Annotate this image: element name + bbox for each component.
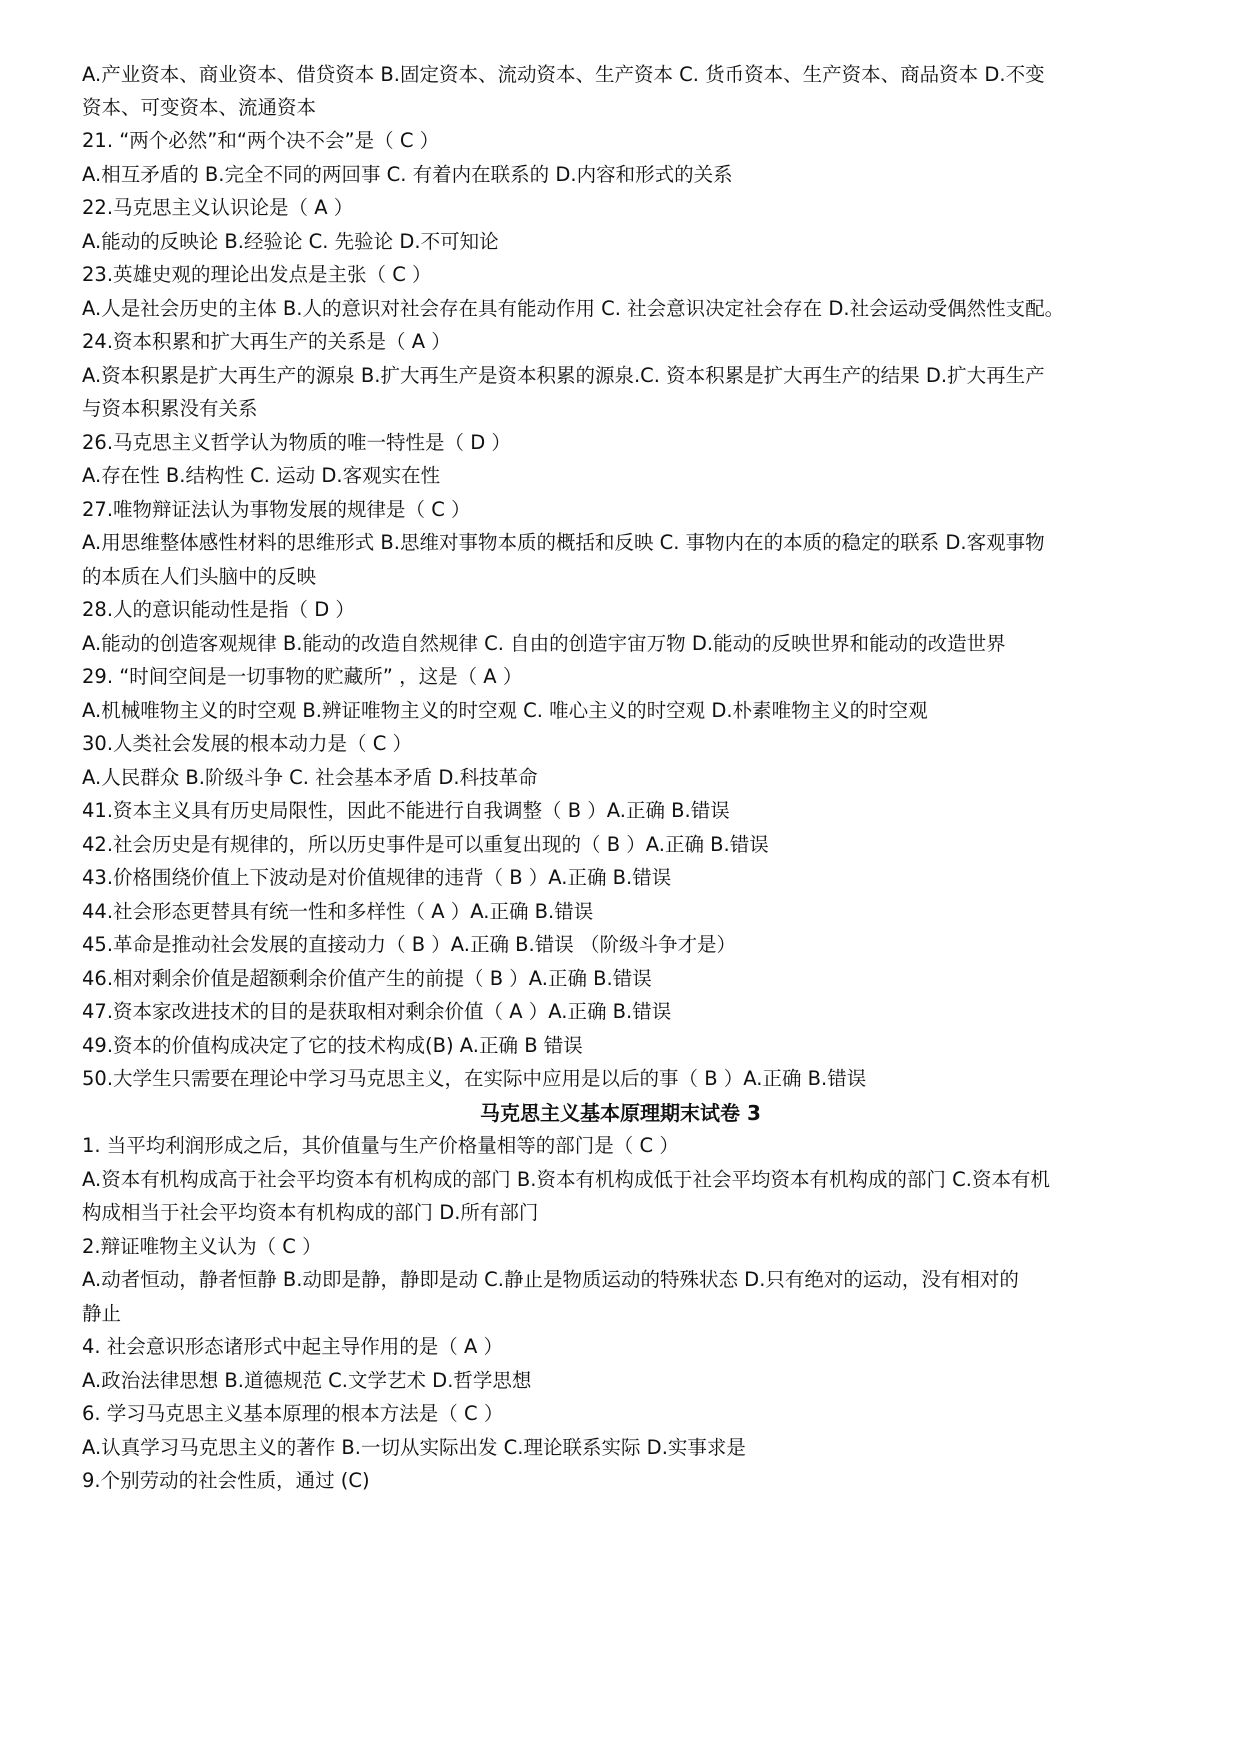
section-title: 马克思主义基本原理期末试卷 3	[480, 1101, 761, 1125]
question-30: 30.人类社会发展的根本动力是（ C ）	[82, 732, 413, 755]
question-1: 1. 当平均利润形成之后，其价值量与生产价格量相等的部门是（ C ）	[82, 1134, 679, 1157]
question-45: 45.革命是推动社会发展的直接动力（ B ）A.正确 B.错误 （阶级斗争才是）	[82, 933, 736, 956]
options-4: A.政治法律思想 B.道德规范 C.文学艺术 D.哲学思想	[82, 1369, 532, 1392]
question-50: 50.大学生只需要在理论中学习马克思主义，在实际中应用是以后的事（ B ）A.正确 B.错误	[82, 1067, 867, 1090]
options-27: A.用思维整体感性材料的思维形式 B.思维对事物本质的概括和反映 C. 事物内在的本质的稳定的联系 D.客观事物	[82, 531, 1045, 554]
question-47: 47.资本家改进技术的目的是获取相对剩余价值（ A ）A.正确 B.错误	[82, 1000, 672, 1023]
question-41: 41.资本主义具有历史局限性，因此不能进行自我调整（ B ）A.正确 B.错误	[82, 799, 730, 822]
options-21: A.相互矛盾的 B.完全不同的两回事 C. 有着内在联系的 D.内容和形式的关系	[82, 163, 733, 186]
question-4: 4. 社会意识形态诸形式中起主导作用的是（ A ）	[82, 1335, 504, 1358]
question-6: 6. 学习马克思主义基本原理的根本方法是（ C ）	[82, 1402, 504, 1425]
options-24: A.资本积累是扩大再生产的源泉 B.扩大再生产是资本积累的源泉.C. 资本积累是扩大再生产的结果 D.扩大再生产	[82, 364, 1045, 387]
options-26: A.存在性 B.结构性 C. 运动 D.客观实在性	[82, 464, 441, 487]
question-46: 46.相对剩余价值是超额剩余价值产生的前提（ B ）A.正确 B.错误	[82, 967, 652, 990]
question-28: 28.人的意识能动性是指（ D ）	[82, 598, 355, 621]
options-22: A.能动的反映论 B.经验论 C. 先验论 D.不可知论	[82, 230, 499, 253]
text-line: A.产业资本、商业资本、借贷资本 B.固定资本、流动资本、生产资本 C. 货币资本、生产资本、商品资本 D.不变	[82, 63, 1045, 86]
options-2-cont: 静止	[82, 1302, 122, 1325]
options-28: A.能动的创造客观规律 B.能动的改造自然规律 C. 自由的创造宇宙万物 D.能动的反映世界和能动的改造世界	[82, 632, 1006, 655]
options-30: A.人民群众 B.阶级斗争 C. 社会基本矛盾 D.科技革命	[82, 766, 538, 789]
question-24: 24.资本积累和扩大再生产的关系是（ A ）	[82, 330, 451, 353]
question-26: 26.马克思主义哲学认为物质的唯一特性是（ D ）	[82, 431, 511, 454]
question-29: 29. “时间空间是一切事物的贮藏所” ，这是（ A ）	[82, 665, 523, 688]
options-23: A.人是社会历史的主体 B.人的意识对社会存在具有能动作用 C. 社会意识决定社会存在 D.社会运动受偶然性支配。	[82, 297, 1065, 320]
question-27: 27.唯物辩证法认为事物发展的规律是（ C ）	[82, 498, 471, 521]
question-44: 44.社会形态更替具有统一性和多样性（ A ）A.正确 B.错误	[82, 900, 594, 923]
question-22: 22.马克思主义认识论是（ A ）	[82, 196, 354, 219]
question-43: 43.价格围绕价值上下波动是对价值规律的违背（ B ）A.正确 B.错误	[82, 866, 672, 889]
options-6: A.认真学习马克思主义的著作 B.一切从实际出发 C.理论联系实际 D.实事求是	[82, 1436, 746, 1459]
options-24-cont: 与资本积累没有关系	[82, 397, 258, 420]
question-9: 9.个别劳动的社会性质，通过 (C)	[82, 1469, 370, 1492]
question-42: 42.社会历史是有规律的，所以历史事件是可以重复出现的（ B ）A.正确 B.错误	[82, 833, 769, 856]
question-2: 2.辩证唯物主义认为（ C ）	[82, 1235, 322, 1258]
question-49: 49.资本的价值构成决定了它的技术构成(B) A.正确 B 错误	[82, 1034, 583, 1057]
question-23: 23.英雄史观的理论出发点是主张（ C ）	[82, 263, 432, 286]
options-1-cont: 构成相当于社会平均资本有机构成的部门 D.所有部门	[82, 1201, 539, 1224]
options-27-cont: 的本质在人们头脑中的反映	[82, 565, 317, 588]
text-line: 资本、可变资本、流通资本	[82, 96, 317, 119]
question-21: 21. “两个必然”和“两个决不会”是（ C ）	[82, 129, 440, 152]
options-29: A.机械唯物主义的时空观 B.辨证唯物主义的时空观 C. 唯心主义的时空观 D.朴素唯物主义的时空观	[82, 699, 928, 722]
options-2: A.动者恒动，静者恒静 B.动即是静，静即是动 C.静止是物质运动的特殊状态 D.只有绝对的运动，没有相对的	[82, 1268, 1019, 1291]
options-1: A.资本有机构成高于社会平均资本有机构成的部门 B.资本有机构成低于社会平均资本有机构成的部门 C.资本有机	[82, 1168, 1050, 1191]
